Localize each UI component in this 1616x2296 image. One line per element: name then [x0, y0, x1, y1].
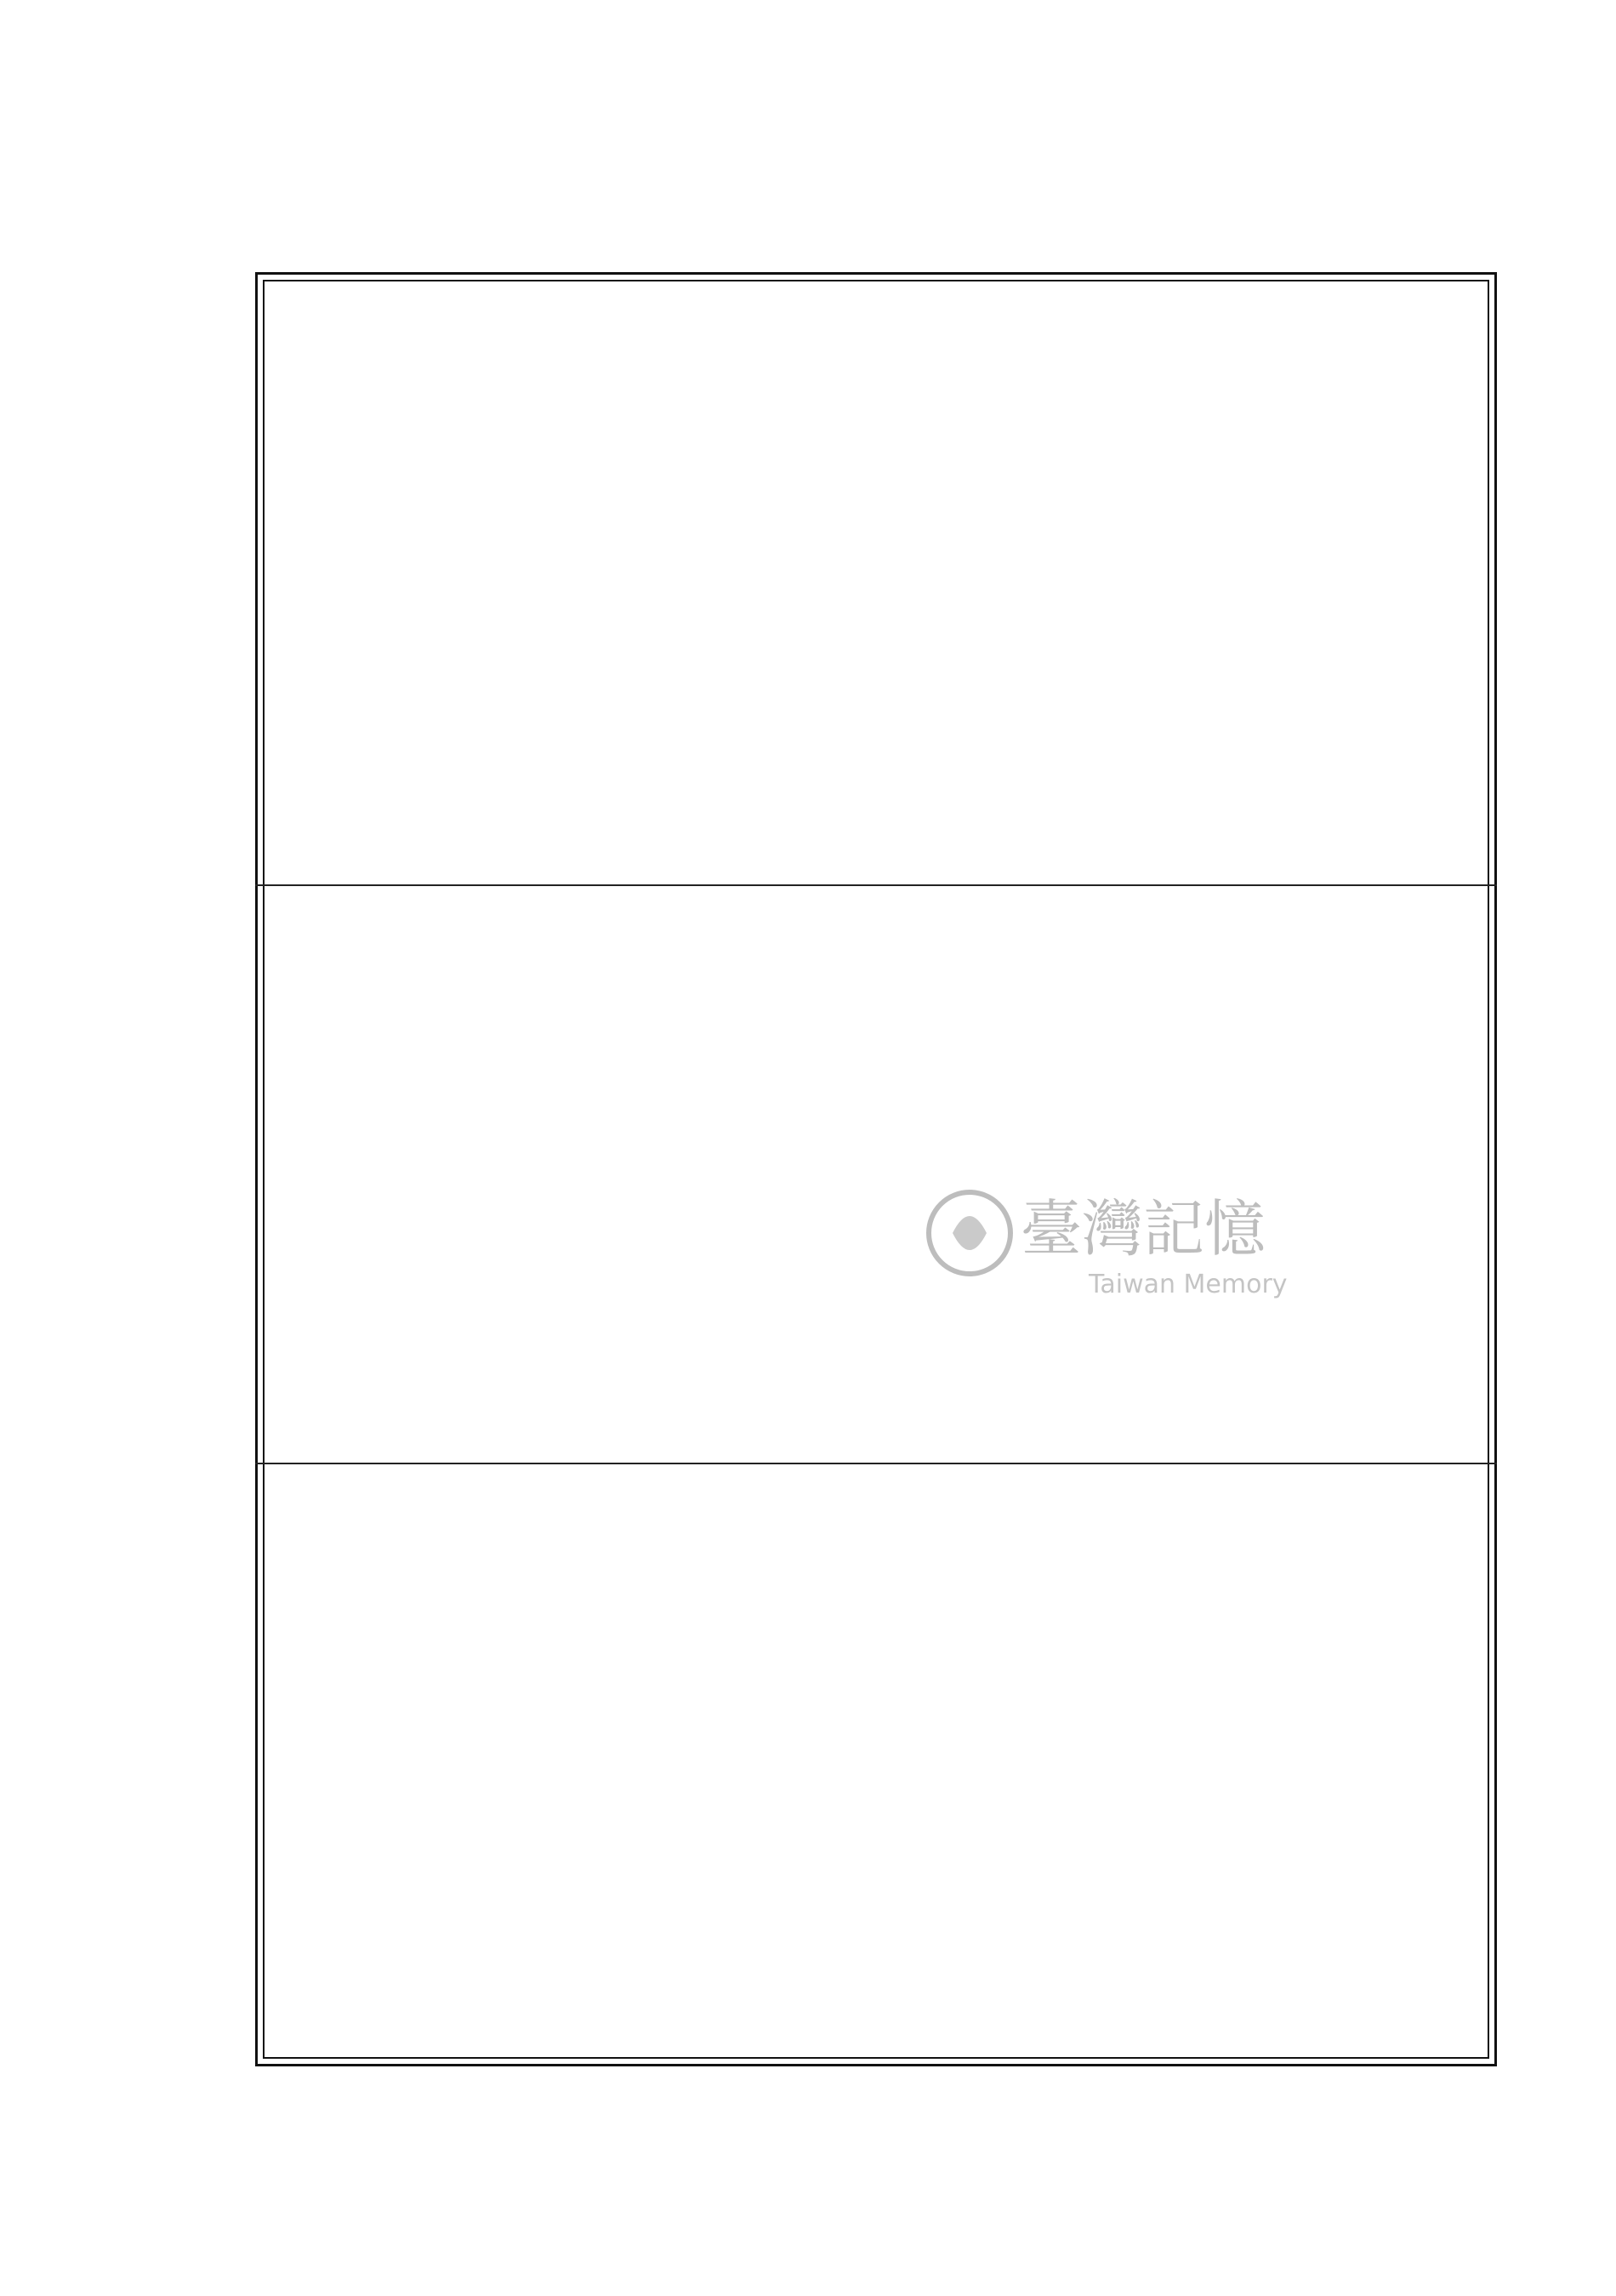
section-bottom-body [281, 1471, 1488, 2058]
section-divider-bottom [255, 1463, 1497, 1464]
svg-text:臺灣記憶: 臺灣記憶 [1021, 1193, 1266, 1265]
watermark-logo [919, 1157, 1310, 1327]
section-top-body [281, 298, 1310, 876]
svg-text:Taiwan Memory: Taiwan Memory [1089, 1270, 1288, 1299]
section-divider-top [255, 884, 1497, 886]
